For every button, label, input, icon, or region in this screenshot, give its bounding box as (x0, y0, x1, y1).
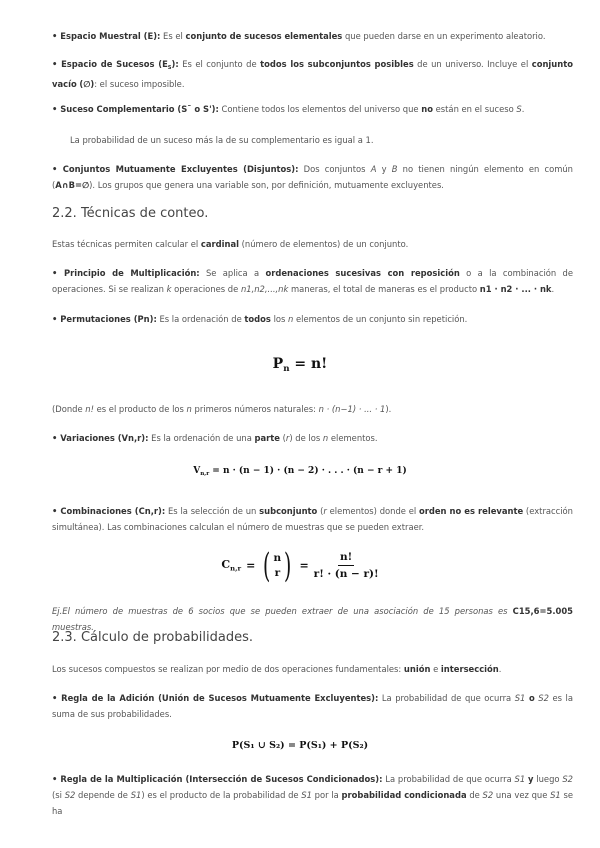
term-label: • Conjuntos Mutuamente Excluyentes (Disjuntos): (52, 164, 299, 174)
definition-variations: • Variaciones (Vn,r): Es la ordenación de una parte (r) de los n elementos. (52, 433, 378, 443)
term-label: • Regla de la Multiplicación (Intersección de Sucesos Condicionados): (52, 774, 383, 784)
term-label: • Variaciones (Vn,r): (52, 433, 149, 443)
compound-events-intro: Los sucesos compuestos se realizan por medio de dos operaciones fundamentales: unión e intersección. (52, 664, 502, 674)
definition-permutations: • Permutaciones (Pn): Es la ordenación de todos los n elementos de un conjunto sin repetición. (52, 314, 468, 324)
term-label: • Espacio de Sucesos $(E_S)$: (52, 59, 179, 71)
formula-combinations: $C_{n,r}$ = ( n r ) = $\frac{n!}{r! \cdot (n - r)!}$ (221, 545, 379, 586)
counting-intro: Estas técnicas permiten calcular el cardinal (número de elementos) de un conjunto. (52, 239, 409, 249)
section-heading-probability: 2.3. Cálculo de probabilidades. (52, 630, 254, 645)
term-label: • Regla de la Adición (Unión de Sucesos Mutuamente Excluyentes): (52, 693, 379, 703)
definition-sample-space: • Espacio Muestral (E): Es el conjunto de sucesos elementales que pueden darse en un experimento aleatorio. (52, 31, 546, 41)
definition-combinations: • Combinaciones (Cn,r): Es la selección de un subconjunto (r elementos) donde el orden no es relevante (extracción simultánea). Las combinaciones calculan el número de muestras que se pueden extraer. (52, 506, 573, 532)
binomial-coefficient: ( n r ) (263, 545, 292, 586)
term-label: • Suceso Complementario (S¯ o S'): (52, 104, 219, 114)
definition-addition-rule: • Regla de la Adición (Unión de Sucesos Mutuamente Excluyentes): La probabilidad de que ocurra S1 o S2 es la suma de sus probabilidades. (52, 693, 573, 719)
definition-disjoint-sets: • Conjuntos Mutuamente Excluyentes (Disjuntos): Dos conjuntos A y B no tienen ningún elemento en común (A∩B=∅). Los grupos que genera una variable son, por definición, mutuamente excluyentes. (52, 164, 573, 190)
definition-event-space: • Espacio de Sucesos $(E_S)$: Es el conjunto de todos los subconjuntos posibles de un universo. Incluye el conjunto vacío (∅): el suceso imposible. (52, 59, 573, 89)
formula-variations: $V_{n,r} = n \cdot (n - 1) \cdot (n - 2)$ · . . . · (n − r + 1) (193, 466, 407, 477)
fraction: $\frac{n!}{r! \cdot (n - r)!}$ (313, 551, 379, 580)
combinations-example: Ej.El número de muestras de 6 socios que se pueden extraer de una asociación de 15 personas es C15,6=5.005 muestras. (52, 606, 573, 632)
complement-note: La probabilidad de un suceso más la de su complementario es igual a 1. (70, 135, 374, 145)
term-label: • Espacio Muestral (E): (52, 31, 161, 41)
formula-addition-rule: P(S₁ ∪ S₂) = P(S₁) + P(S₂) (231, 740, 369, 751)
term-label: • Principio de Multiplicación: (52, 268, 200, 278)
definition-multiplication-principle: • Principio de Multiplicación: Se aplica a ordenaciones sucesivas con reposición o a la combinación de operaciones. Si se realizan k operaciones de n1,n2,...,nk maneras, el total de maneras es el producto n1 · n2 · ... · nk. (52, 268, 574, 294)
definition-complement: • Suceso Complementario (S¯ o S'): Contiene todos los elementos del universo que no están en el suceso S. (52, 104, 525, 114)
formula-permutations: $P_n = n$! (272, 356, 328, 375)
term-label: • Permutaciones (Pn): (52, 314, 157, 324)
section-heading-counting: 2.2. Técnicas de conteo. (52, 206, 209, 221)
factorial-note: (Donde n! es el producto de los n primeros números naturales: n · (n−1) · ... · 1). (52, 404, 392, 414)
definition-multiplication-rule: • Regla de la Multiplicación (Intersección de Sucesos Condicionados): La probabilidad de que ocurra S1 y luego S2 (si S2 depende de S1) es el producto de la probabilidad de S1 por la probabilidad condicionada de S2 una vez que S1 se ha (52, 774, 573, 816)
term-label: • Combinaciones (Cn,r): (52, 506, 166, 516)
